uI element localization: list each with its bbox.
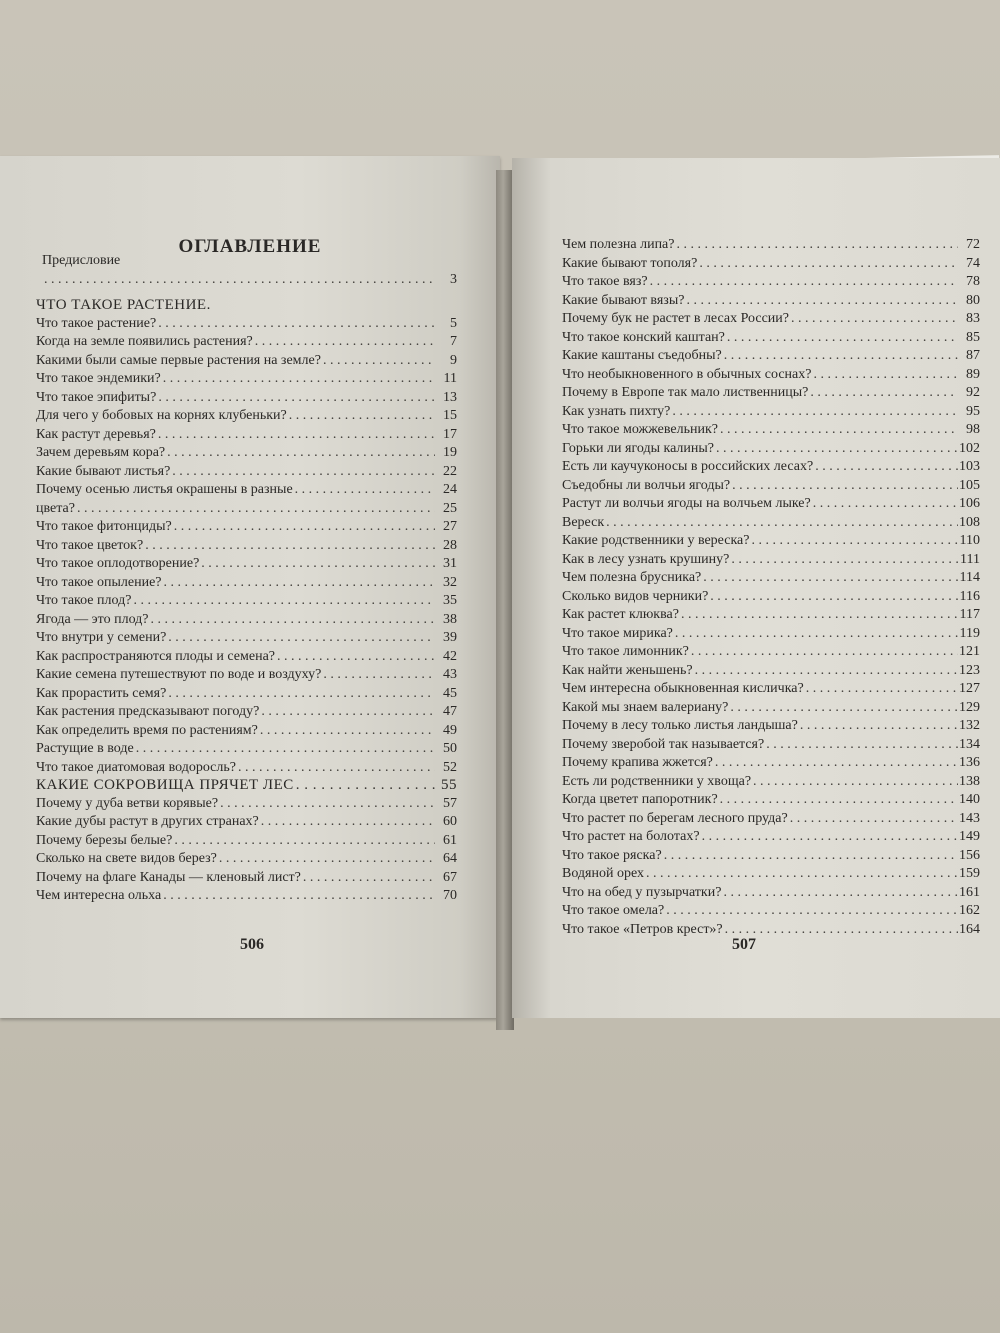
entry-label: Что такое вяз? — [562, 274, 648, 289]
entry-page: 161 — [959, 884, 980, 900]
toc-entry[interactable] — [562, 606, 980, 625]
entry-page: 3 — [450, 271, 457, 287]
toc-entry[interactable] — [562, 310, 980, 329]
toc-entry[interactable] — [562, 347, 980, 366]
toc-entry[interactable] — [562, 625, 980, 644]
toc-entry[interactable] — [36, 850, 457, 869]
entry-page: 127 — [959, 681, 980, 696]
toc-entry[interactable] — [36, 869, 457, 888]
entry-label: Что такое лимонник? — [562, 644, 689, 659]
preface-list — [42, 252, 457, 289]
entry-page: 89 — [966, 366, 980, 382]
section-heading[interactable] — [36, 776, 457, 795]
entry-label: Когда цветет папоротник? — [562, 792, 718, 807]
toc-title: ОГЛАВЛЕНИЕ — [178, 236, 322, 257]
entry-page: 95 — [966, 403, 980, 419]
entry-label: Почему в лесу только листья ландыша? — [562, 718, 798, 733]
entry-page: 11 — [443, 371, 457, 386]
entry-label: Что такое оплодотворение? — [36, 556, 200, 571]
entry-label: Водяной орех — [562, 866, 645, 881]
toc-entry[interactable] — [36, 795, 457, 814]
entry-page: 162 — [959, 903, 980, 918]
section2-list — [36, 776, 457, 906]
toc-entry[interactable] — [36, 813, 457, 832]
entry-label: Предисловие — [42, 253, 121, 268]
entry-label: Чем интересна ольха — [36, 888, 162, 903]
entry-label: Как определить время по растениям? — [36, 722, 258, 738]
entry-label: Почему крапива жжется? — [562, 755, 713, 770]
entry-page: 132 — [959, 718, 980, 733]
entry-label: Для чего у бобовых на корнях клубеньки? — [36, 408, 287, 423]
entry-label: Ягода — это плод? — [36, 611, 149, 627]
entry-page: 117 — [959, 607, 980, 622]
entry-page: 119 — [959, 625, 980, 641]
toc-entry[interactable] — [562, 791, 980, 810]
entry-page: 27 — [443, 519, 457, 534]
toc-entry[interactable] — [36, 703, 457, 722]
entry-page: 17 — [443, 426, 457, 442]
toc-entry[interactable] — [562, 236, 980, 255]
toc-entry[interactable] — [36, 518, 457, 537]
section-title: КАКИЕ СОКРОВИЩА ПРЯЧЕТ ЛЕС — [36, 777, 294, 793]
entry-label: Когда на земле появились растения? — [36, 334, 253, 349]
entry-label: Почему в Европе так мало лиственницы? — [562, 385, 809, 400]
toc-entry[interactable] — [36, 389, 457, 408]
entry-page: 123 — [959, 662, 980, 678]
toc-entry[interactable] — [562, 736, 980, 755]
entry-page: 78 — [966, 274, 980, 289]
entry-page: 143 — [959, 810, 980, 826]
right-page — [512, 158, 1000, 1018]
section-page: 55 — [441, 777, 457, 793]
toc-entry[interactable] — [562, 366, 980, 385]
entry-label: Что такое конский каштан? — [562, 329, 725, 345]
entry-page: 136 — [959, 755, 980, 770]
entry-page: 83 — [966, 311, 980, 326]
entry-label: Какой мы знаем валериану? — [562, 699, 729, 715]
entry-label: Что такое фитонциды? — [36, 519, 172, 534]
entry-page: 103 — [959, 459, 980, 474]
entry-page: 13 — [443, 389, 457, 405]
entry-label: Растут ли волчьи ягоды на волчьем лыке? — [562, 496, 811, 511]
toc-entry[interactable] — [36, 370, 457, 389]
toc-entry[interactable] — [36, 685, 457, 704]
entry-label: Как узнать пихту? — [562, 403, 671, 419]
toc-entry[interactable] — [562, 440, 980, 459]
right-toc-list — [562, 236, 980, 939]
entry-page: 108 — [959, 514, 980, 530]
entry-page: 9 — [450, 352, 457, 368]
entry-page: 64 — [443, 851, 457, 866]
toc-entry[interactable] — [36, 666, 457, 685]
toc-entry[interactable] — [562, 921, 980, 940]
entry-label: Какими были самые первые растения на земле? — [36, 352, 321, 368]
toc-entry[interactable] — [562, 773, 980, 792]
entry-page: 7 — [450, 334, 457, 349]
entry-page: 102 — [959, 440, 980, 456]
entry-page: 110 — [959, 533, 980, 548]
entry-page: 121 — [959, 644, 980, 659]
entry-page: 50 — [443, 741, 457, 756]
toc-entry[interactable] — [562, 329, 980, 348]
entry-page: 25 — [443, 500, 457, 516]
entry-label: Что такое эндемики? — [36, 371, 161, 386]
entry-page: 19 — [443, 445, 457, 460]
toc-entry[interactable] — [36, 832, 457, 851]
entry-label: Почему на флаге Канады — кленовый лист? — [36, 869, 301, 885]
toc-entry[interactable] — [562, 754, 980, 773]
toc-entry[interactable] — [562, 514, 980, 533]
toc-entry[interactable] — [36, 592, 457, 611]
entry-label: Какие бывают вязы? — [562, 292, 685, 308]
entry-page: 70 — [443, 888, 457, 903]
entry-page: 24 — [443, 482, 457, 497]
entry-label: Как растения предсказывают погоду? — [36, 704, 260, 719]
entry-label: Что такое можжевельник? — [562, 422, 719, 437]
toc-entry[interactable] — [562, 477, 980, 496]
toc-entry[interactable] — [36, 426, 457, 445]
toc-entry[interactable] — [36, 722, 457, 741]
entry-page: 31 — [443, 556, 457, 571]
entry-page: 22 — [443, 463, 457, 479]
entry-page: 52 — [443, 759, 457, 775]
toc-entry[interactable] — [562, 273, 980, 292]
entry-label: Есть ли каучуконосы в российских лесах? — [562, 459, 814, 474]
entry-label: Сколько видов черники? — [562, 588, 709, 604]
entry-page: 116 — [959, 588, 980, 604]
entry-page: 149 — [959, 829, 980, 844]
entry-label: Как найти женьшень? — [562, 662, 693, 678]
page-number-right: 507 — [732, 936, 756, 953]
entry-label: Какие каштаны съедобны? — [562, 348, 722, 363]
toc-entry[interactable] — [36, 463, 457, 482]
entry-label: Как растет клюква? — [562, 607, 679, 622]
entry-label: Что такое диатомовая водоросль? — [36, 759, 236, 775]
entry-label: Как прорастить семя? — [36, 685, 167, 701]
entry-label: Чем полезна липа? — [562, 237, 675, 252]
toc-entry[interactable] — [562, 551, 980, 570]
entry-label: Чем полезна брусника? — [562, 570, 702, 585]
toc-entry[interactable] — [562, 495, 980, 514]
toc-entry[interactable] — [562, 532, 980, 551]
entry-label: Почему бук не растет в лесах России? — [562, 311, 790, 326]
entry-label: Какие бывают листья? — [36, 463, 171, 479]
entry-label: Что на обед у пузырчатки? — [562, 884, 722, 900]
entry-label: Какие семена путешествуют по воде и воздуху? — [36, 667, 322, 682]
entry-page: 92 — [966, 385, 980, 400]
entry-page: 87 — [966, 348, 980, 363]
entry-page: 129 — [959, 699, 980, 715]
toc-entry[interactable] — [36, 740, 457, 759]
entry-label: Что такое эпифиты? — [36, 389, 157, 405]
entry-label: Почему зверобой так называется? — [562, 736, 765, 752]
toc-entry[interactable] — [562, 828, 980, 847]
entry-label: Чем интересна обыкновенная кисличка? — [562, 681, 804, 696]
entry-label: Есть ли родственники у хвоща? — [562, 773, 752, 789]
toc-entry[interactable] — [562, 421, 980, 440]
entry-label: Что растет по берегам лесного пруда? — [562, 810, 788, 826]
toc-entry[interactable] — [36, 407, 457, 426]
entry-page: 72 — [966, 237, 980, 252]
section1-list — [36, 296, 457, 777]
entry-page: 80 — [966, 292, 980, 308]
entry-label: Что такое растение? — [36, 315, 157, 331]
toc-entry[interactable] — [562, 255, 980, 274]
entry-label: Что такое ряска? — [562, 847, 662, 863]
entry-page: 74 — [966, 255, 980, 271]
entry-page: 138 — [959, 773, 980, 789]
entry-label: Что такое мирика? — [562, 625, 673, 641]
left-page — [0, 156, 500, 1018]
entry-label: Как растут деревья? — [36, 426, 156, 442]
entry-label: Сколько на свете видов берез? — [36, 851, 217, 866]
entry-page: 134 — [959, 736, 980, 752]
entry-page: 111 — [960, 551, 980, 567]
toc-entry[interactable] — [36, 333, 457, 352]
entry-label: Растущие в воде — [36, 741, 134, 756]
toc-entry-preface-page — [42, 271, 457, 290]
toc-entry[interactable] — [36, 574, 457, 593]
entry-label: Что такое «Петров крест»? — [562, 921, 723, 937]
toc-entry[interactable] — [562, 662, 980, 681]
toc-entry[interactable] — [36, 611, 457, 630]
toc-entry[interactable] — [562, 588, 980, 607]
toc-entry[interactable] — [562, 847, 980, 866]
entry-page: 60 — [443, 814, 457, 829]
toc-entry[interactable] — [562, 403, 980, 422]
entry-page: 140 — [959, 792, 980, 807]
entry-page: 159 — [959, 866, 980, 881]
toc-entry[interactable] — [562, 865, 980, 884]
entry-label: Какие родственники у вереска? — [562, 533, 750, 548]
entry-page: 67 — [443, 869, 457, 885]
entry-page: 106 — [959, 496, 980, 511]
toc-entry[interactable] — [562, 458, 980, 477]
entry-page: 42 — [443, 648, 457, 664]
page-number-left: 506 — [240, 936, 264, 953]
entry-label: Почему березы белые? — [36, 832, 173, 848]
entry-label: Зачем деревьям кора? — [36, 445, 166, 460]
toc-entry[interactable] — [562, 643, 980, 662]
toc-entry[interactable] — [36, 555, 457, 574]
entry-page: 47 — [443, 704, 457, 719]
toc-entry[interactable] — [562, 680, 980, 699]
toc-entry[interactable] — [562, 699, 980, 718]
entry-label: Почему осенью листья окрашены в разные — [36, 482, 293, 497]
toc-entry[interactable] — [562, 810, 980, 829]
entry-page: 98 — [966, 422, 980, 437]
toc-entry[interactable] — [36, 481, 457, 518]
toc-entry[interactable] — [36, 315, 457, 334]
entry-page: 105 — [959, 477, 980, 493]
section-title: ЧТО ТАКОЕ РАСТЕНИЕ. — [36, 297, 211, 313]
entry-page: 15 — [443, 408, 457, 423]
entry-label: Что такое цветок? — [36, 537, 144, 553]
entry-page: 5 — [450, 315, 457, 331]
entry-label: Что необыкновенного в обычных соснах? — [562, 366, 812, 382]
toc-entry[interactable] — [562, 384, 980, 403]
entry-page: 32 — [443, 574, 457, 590]
toc-entry[interactable] — [562, 884, 980, 903]
entry-label: Как распространяются плоды и семена? — [36, 648, 275, 664]
entry-label: Какие дубы растут в других странах? — [36, 814, 259, 829]
toc-entry[interactable] — [36, 629, 457, 648]
entry-label: Горьки ли ягоды калины? — [562, 440, 714, 456]
entry-page: 114 — [959, 570, 980, 585]
open-book — [0, 150, 1000, 1030]
entry-page: 57 — [443, 795, 457, 811]
section-heading[interactable] — [36, 296, 457, 315]
toc-entry[interactable] — [36, 887, 457, 906]
toc-entry[interactable] — [36, 352, 457, 371]
entry-page: 85 — [966, 329, 980, 345]
toc-entry[interactable] — [36, 537, 457, 556]
entry-label: Что такое омела? — [562, 903, 665, 918]
toc-entry[interactable] — [562, 717, 980, 736]
toc-entry[interactable] — [36, 648, 457, 667]
entry-label: Как в лесу узнать крушину? — [562, 551, 730, 567]
toc-entry[interactable] — [562, 569, 980, 588]
entry-label: Съедобны ли волчьи ягоды? — [562, 477, 731, 493]
entry-label: Что такое опыление? — [36, 574, 162, 590]
entry-page: 164 — [959, 921, 980, 937]
entry-label: Что растет на болотах? — [562, 829, 700, 844]
entry-page: 49 — [443, 722, 457, 738]
entry-page: 43 — [443, 667, 457, 682]
entry-page: 35 — [443, 593, 457, 608]
entry-page: 39 — [443, 630, 457, 645]
toc-entry[interactable] — [36, 759, 457, 778]
entry-page: 156 — [959, 847, 980, 863]
entry-page: 61 — [443, 832, 457, 848]
entry-page: 28 — [443, 537, 457, 553]
entry-label-cont: цвета? — [36, 500, 75, 516]
entry-label: Какие бывают тополя? — [562, 255, 698, 271]
entry-label: Почему у дуба ветви корявые? — [36, 795, 219, 811]
toc-entry[interactable] — [36, 444, 457, 463]
toc-entry[interactable] — [562, 292, 980, 311]
entry-label: Что такое плод? — [36, 593, 132, 608]
entry-page: 38 — [443, 611, 457, 627]
toc-entry[interactable] — [562, 902, 980, 921]
toc-entry-preface[interactable] — [42, 252, 457, 271]
entry-page: 45 — [443, 685, 457, 701]
entry-label: Вереск — [562, 514, 605, 530]
entry-label: Что внутри у семени? — [36, 630, 167, 645]
